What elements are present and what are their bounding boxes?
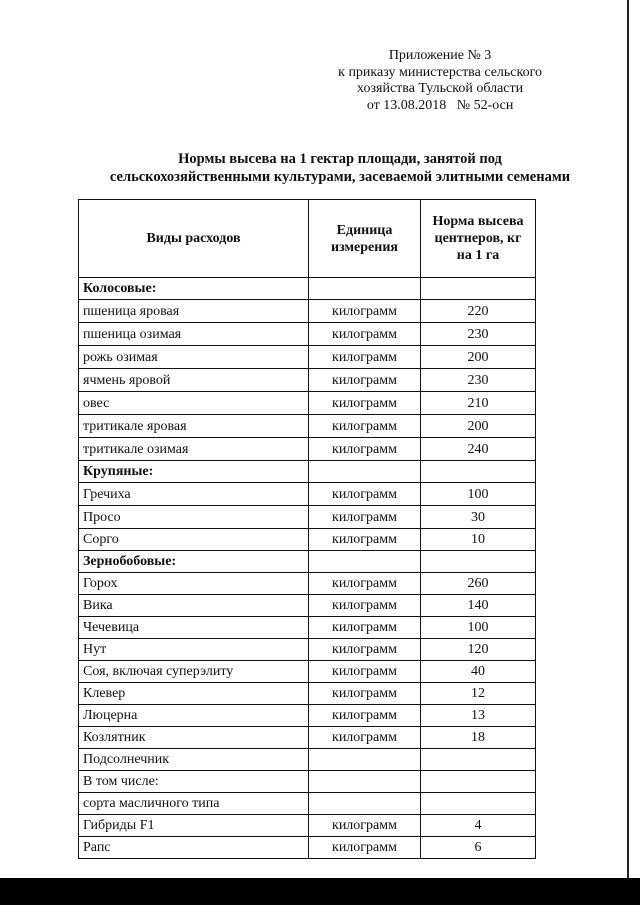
- norm-value-cell: 220: [421, 300, 536, 323]
- crop-name-cell: ячмень яровой: [79, 369, 309, 392]
- norm-value-cell: [421, 793, 536, 815]
- unit-cell: килограмм: [309, 573, 421, 595]
- crop-name-cell: Рапс: [79, 837, 309, 859]
- header-norm: Норма высева центнеров, кг на 1 га: [421, 200, 536, 278]
- header-unit: Единица измерения: [309, 200, 421, 278]
- unit-cell: килограмм: [309, 639, 421, 661]
- norm-value-cell: 210: [421, 392, 536, 415]
- norm-value-cell: 100: [421, 617, 536, 639]
- norm-value-cell: 200: [421, 415, 536, 438]
- table-row: [79, 506, 536, 529]
- table-row: [79, 595, 536, 617]
- table-row: [79, 617, 536, 639]
- scan-edge-right: [627, 0, 629, 880]
- crop-name-cell: Чечевица: [79, 617, 309, 639]
- norm-value-cell: [421, 771, 536, 793]
- norm-value-cell: 6: [421, 837, 536, 859]
- unit-cell: килограмм: [309, 595, 421, 617]
- table-row: [79, 369, 536, 392]
- table-row: [79, 793, 536, 815]
- crop-name-cell: пшеница озимая: [79, 323, 309, 346]
- norm-value-cell: 230: [421, 323, 536, 346]
- unit-cell: [309, 551, 421, 573]
- crop-name-cell: Просо: [79, 506, 309, 529]
- norm-value-cell: 13: [421, 705, 536, 727]
- crop-name-cell: Сорго: [79, 529, 309, 551]
- norm-value-cell: [421, 551, 536, 573]
- category-cell: Зернобобовые:: [79, 551, 309, 573]
- unit-cell: килограмм: [309, 392, 421, 415]
- unit-cell: [309, 278, 421, 300]
- document-title: [60, 150, 620, 186]
- crop-name-cell: Люцерна: [79, 705, 309, 727]
- table-header-row: [79, 200, 536, 278]
- appendix-line-4: от 13.08.2018 № 52-осн: [366, 97, 514, 113]
- table-row: [79, 551, 536, 573]
- unit-cell: килограмм: [309, 415, 421, 438]
- table-row: [79, 483, 536, 506]
- unit-cell: килограмм: [309, 506, 421, 529]
- table-row: [79, 300, 536, 323]
- crop-name-cell: Соя, включая суперэлиту: [79, 661, 309, 683]
- norm-value-cell: [421, 749, 536, 771]
- norm-value-cell: 12: [421, 683, 536, 705]
- crop-name-cell: тритикале озимая: [79, 438, 309, 461]
- table-row: [79, 683, 536, 705]
- unit-cell: килограмм: [309, 369, 421, 392]
- norm-value-cell: 230: [421, 369, 536, 392]
- norm-value-cell: [421, 278, 536, 300]
- norm-value-cell: 120: [421, 639, 536, 661]
- unit-cell: килограмм: [309, 346, 421, 369]
- unit-cell: килограмм: [309, 323, 421, 346]
- table-row: [79, 529, 536, 551]
- table-row: [79, 461, 536, 483]
- unit-cell: килограмм: [309, 815, 421, 837]
- norm-value-cell: 30: [421, 506, 536, 529]
- table-row: [79, 392, 536, 415]
- scan-edge-bottom: [0, 878, 640, 905]
- unit-cell: килограмм: [309, 438, 421, 461]
- crop-name-cell: Гречиха: [79, 483, 309, 506]
- crop-name-cell: В том числе:: [79, 771, 309, 793]
- unit-cell: килограмм: [309, 661, 421, 683]
- table-row: [79, 438, 536, 461]
- crop-name-cell: Подсолнечник: [79, 749, 309, 771]
- category-cell: Крупяные:: [79, 461, 309, 483]
- crop-name-cell: Гибриды F1: [79, 815, 309, 837]
- crop-name-cell: пшеница яровая: [79, 300, 309, 323]
- title-line-1: Нормы высева на 1 гектар площади, занятой под: [178, 151, 502, 167]
- crop-name-cell: рожь озимая: [79, 346, 309, 369]
- table-row: [79, 278, 536, 300]
- table-row: [79, 661, 536, 683]
- unit-cell: килограмм: [309, 705, 421, 727]
- category-cell: Колосовые:: [79, 278, 309, 300]
- table-row: [79, 346, 536, 369]
- table-row: [79, 573, 536, 595]
- unit-cell: килограмм: [309, 529, 421, 551]
- unit-cell: килограмм: [309, 683, 421, 705]
- norm-value-cell: 40: [421, 661, 536, 683]
- table-row: [79, 727, 536, 749]
- crop-name-cell: Козлятник: [79, 727, 309, 749]
- crop-name-cell: овес: [79, 392, 309, 415]
- table-row: [79, 705, 536, 727]
- unit-cell: килограмм: [309, 300, 421, 323]
- unit-cell: килограмм: [309, 617, 421, 639]
- crop-name-cell: Нут: [79, 639, 309, 661]
- table-row: [79, 815, 536, 837]
- table-row: [79, 323, 536, 346]
- appendix-header: [338, 48, 542, 114]
- norm-value-cell: 240: [421, 438, 536, 461]
- title-line-2: сельскохозяйственными культурами, засеваемой элитными семенами: [109, 169, 571, 185]
- table-body: [79, 278, 536, 859]
- unit-cell: [309, 749, 421, 771]
- table-row: [79, 415, 536, 438]
- norm-value-cell: 10: [421, 529, 536, 551]
- header-expense-type: Виды расходов: [79, 200, 309, 278]
- appendix-line-2: к приказу министерства сельского: [338, 64, 542, 80]
- unit-cell: килограмм: [309, 483, 421, 506]
- crop-name-cell: тритикале яровая: [79, 415, 309, 438]
- crop-name-cell: Горох: [79, 573, 309, 595]
- crop-name-cell: Вика: [79, 595, 309, 617]
- unit-cell: килограмм: [309, 727, 421, 749]
- seeding-norms-table: [78, 199, 536, 859]
- table-row: [79, 749, 536, 771]
- unit-cell: [309, 771, 421, 793]
- crop-name-cell: Клевер: [79, 683, 309, 705]
- norm-value-cell: 140: [421, 595, 536, 617]
- table-row: [79, 771, 536, 793]
- norm-value-cell: 260: [421, 573, 536, 595]
- table-row: [79, 639, 536, 661]
- unit-cell: килограмм: [309, 837, 421, 859]
- norm-value-cell: 200: [421, 346, 536, 369]
- unit-cell: [309, 793, 421, 815]
- appendix-line-1: Приложение № 3: [388, 48, 492, 63]
- norm-value-cell: [421, 461, 536, 483]
- appendix-line-3: хозяйства Тульской области: [357, 81, 524, 96]
- norm-value-cell: 18: [421, 727, 536, 749]
- table-row: [79, 837, 536, 859]
- unit-cell: [309, 461, 421, 483]
- norm-value-cell: 4: [421, 815, 536, 837]
- norm-value-cell: 100: [421, 483, 536, 506]
- crop-name-cell: сорта масличного типа: [79, 793, 309, 815]
